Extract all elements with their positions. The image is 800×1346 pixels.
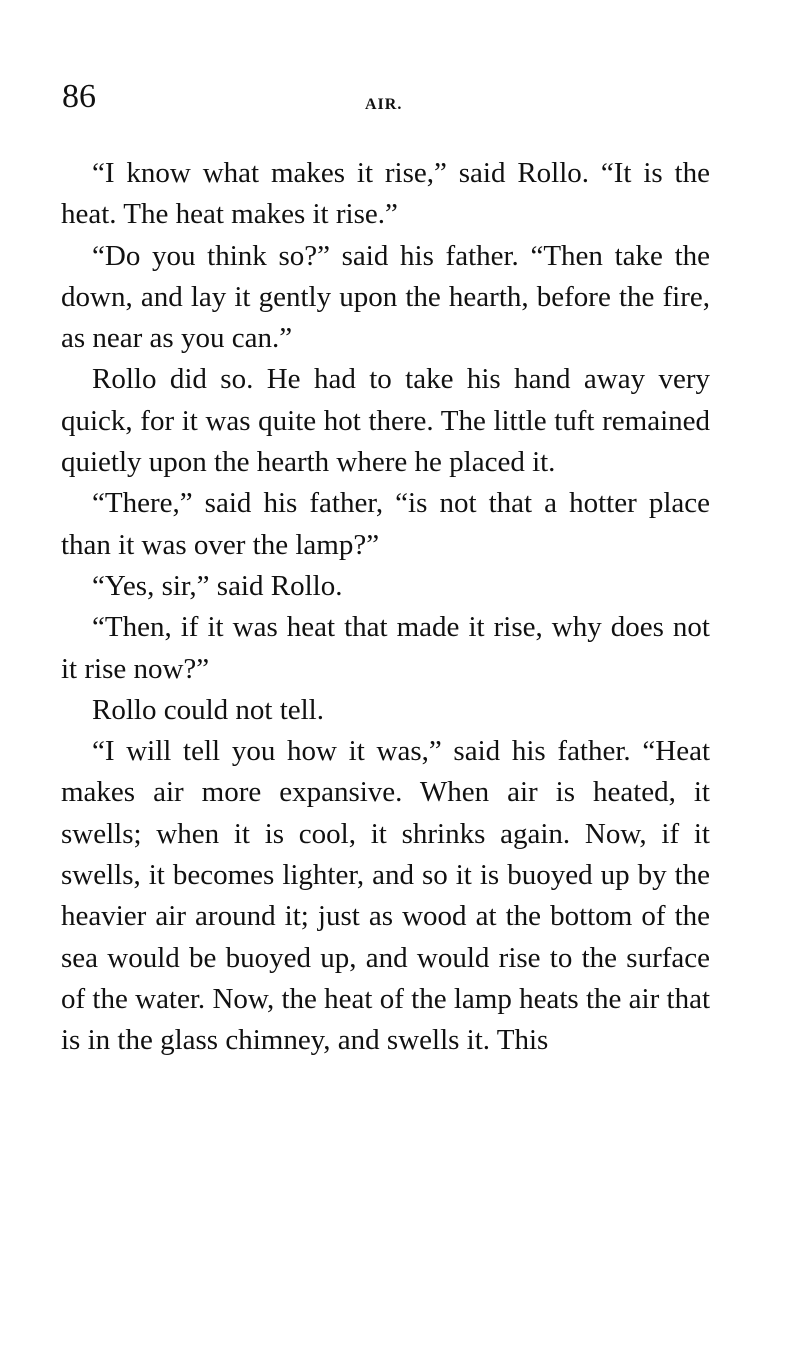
running-head: AIR. (365, 96, 403, 113)
paragraph-2: “Do you think so?” said his father. “Then take the down, and lay it gently upon the hearth, before the fire, as near as you can.” (61, 239, 710, 355)
page-number: 86 (62, 78, 96, 115)
body-text (61, 153, 710, 1062)
paragraph-6: “Then, if it was heat that made it rise, why does not it rise now?” (61, 611, 710, 685)
paragraph-7: Rollo could not tell. (92, 693, 324, 726)
paragraph-3: Rollo did so. He had to take his hand away very quick, for it was quite hot there. The little tuft remained quietly upon the hearth where he placed it. (61, 363, 710, 479)
paragraph-4: “There,” said his father, “is not that a hotter place than it was over the lamp?” (61, 487, 710, 561)
paragraph-8: “I will tell you how it was,” said his father. “Heat makes air more expansive. When air is heated, it swells; when it is cool, it shrinks again. Now, if it swells, it becomes lighter, and so it is buoyed up by the heavier air around it; just as wood at the bottom of the sea would be buoyed up, and would rise to the surface of the water. Now, the heat of the lamp heats the air that is in the glass chimney, and swells it. This (61, 735, 710, 1057)
paragraph-5: “Yes, sir,” said Rollo. (92, 569, 343, 602)
paragraph-1: “I know what makes it rise,” said Rollo. “It is the heat. The heat makes it rise.” (61, 157, 710, 231)
